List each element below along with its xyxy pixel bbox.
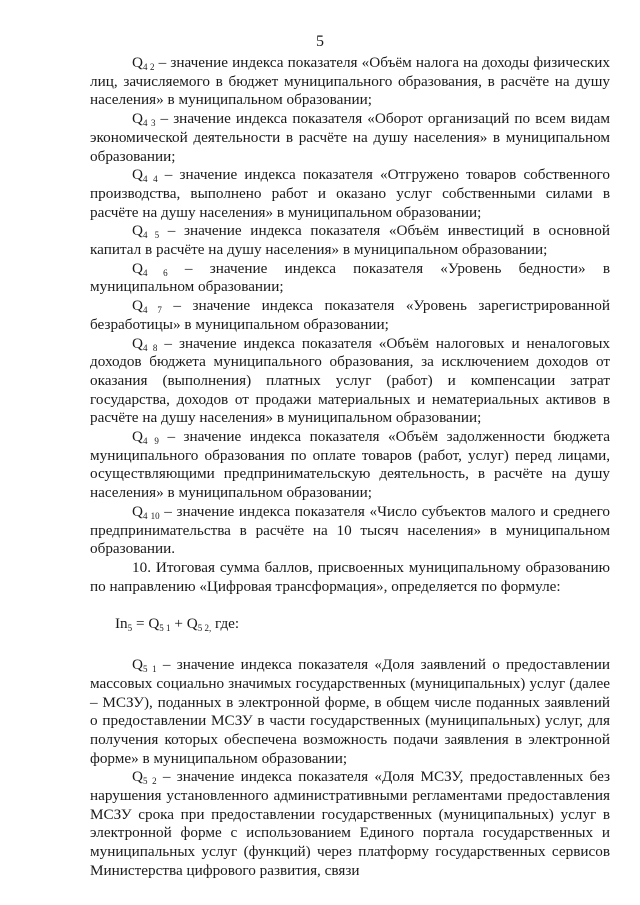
formula-term-1: Q: [148, 615, 160, 633]
subscript: 4 2: [142, 62, 155, 72]
item-q51: [90, 656, 610, 768]
section-10-paragraph: 10. Итоговая сумма баллов, присвоенных муниципальному образованию по направлению «Цифровая трансформация», определяется по формуле:: [90, 558, 610, 595]
item-q48: [90, 335, 610, 429]
subscript: 4 9: [142, 436, 159, 447]
symbol: Q: [132, 502, 143, 520]
symbol: Q: [132, 334, 143, 352]
item-q42: [90, 54, 610, 110]
subscript: 5 2: [142, 776, 157, 787]
symbol: Q: [132, 656, 143, 674]
definition-text: – значение индекса показателя «Доля МСЗУ, предоставленных без нарушения установленного административными регламентами предоставления МСЗУ срока при предоставлении государственных (муниципальных) услуг в электронной форме с использованием Единого портала государственных и муниципальных услуг (функций) через платформу государственных сервисов Министерства цифрового развития, связи: [90, 768, 611, 879]
symbol: Q: [132, 297, 143, 315]
item-q410: [90, 503, 610, 559]
definition-text: – значение индекса показателя «Число субъектов малого и среднего предпринимательства в расчёте на 10 тысяч населения» в муниципальном образовании.: [90, 502, 611, 558]
page-body: [90, 54, 610, 881]
subscript: 4 4: [142, 174, 158, 185]
formula-plus: +: [170, 615, 187, 633]
formula-tail: где:: [211, 615, 240, 633]
formula-lhs: In: [115, 615, 128, 633]
definition-text: – значение индекса показателя «Объём налоговых и неналоговых доходов бюджета муниципального образования, за исключением доходов от оказания (выполнения) платных услуг (работ) и компенсации затрат государства, доходов от продажи материальных и нематериальных активов в расчёте на душу населения» в муниципальном образовании;: [90, 334, 611, 427]
definition-text: – значение индекса показателя «Доля заявлений о предоставлении массовых социально значимых государственных (муниципальных) услуг (далее – МСЗУ), поданных в электронной форме, в общем числе поданных заявлений о предоставлении МСЗУ в части государственных (муниципальных) услуг, для получения которых обеспечена возможность подачи заявления в электронной форме» в муниципальном образовании;: [90, 656, 610, 767]
item-q45: [90, 222, 610, 259]
page-number: 5: [316, 33, 324, 50]
subscript: 4 3: [142, 118, 156, 129]
symbol: Q: [132, 222, 143, 240]
subscript: 5 1: [142, 664, 157, 675]
symbol: Q: [132, 54, 143, 71]
formula: [90, 615, 610, 634]
subscript: 4 8: [142, 342, 158, 353]
item-q46: [90, 260, 610, 297]
definition-text: – значение индекса показателя «Объём задолженности бюджета муниципального образования по оплате товаров (работ, услуг) перед лицами, осуществляющими предпринимательскую деятельность, в расчёте на душу населения» в муниципальном образовании;: [90, 428, 610, 502]
definition-text: – значение индекса показателя «Отгружено товаров собственного производства, выполнено работ и оказано услуг собственными силами в расчёте на душу населения» в муниципальном образовании;: [90, 166, 611, 221]
definition-text: – значение индекса показателя «Оборот организаций по всем видам экономической деятельности в расчёте на душу населения» в муниципальном образовании;: [90, 110, 610, 165]
item-q49: [90, 428, 610, 503]
item-q47: [90, 297, 610, 334]
definition-text: – значение индекса показателя «Уровень зарегистрированной безработицы» в муниципальном образовании;: [90, 297, 610, 333]
definition-text: – значение индекса показателя «Уровень бедности» в муниципальном образовании;: [90, 259, 611, 296]
symbol: Q: [132, 768, 143, 786]
definition-text: – значение индекса показателя «Объём инвестиций в основной капитал в расчёте на душу населения» в муниципальном образовании;: [90, 222, 611, 259]
formula-equals: =: [132, 615, 149, 633]
subscript: 4 10: [142, 510, 160, 521]
symbol: Q: [132, 166, 143, 184]
formula-lhs-subscript: 5: [127, 623, 133, 634]
formula-term-2-subscript: 5 2,: [197, 623, 212, 634]
item-q44: [90, 166, 610, 222]
item-q43: [90, 110, 610, 166]
symbol: Q: [132, 110, 143, 128]
formula-term-1-subscript: 5 1: [159, 623, 171, 634]
subscript: 4 7: [142, 305, 162, 316]
symbol: Q: [132, 259, 143, 277]
subscript: 4 6: [142, 267, 168, 278]
formula-term-2: Q: [186, 615, 198, 633]
definition-text: – значение индекса показателя «Объём налога на доходы физических лиц, зачисляемого в бюджет муниципального образования, в расчёте на душу населения» в муниципальном образовании;: [90, 54, 611, 109]
subscript: 4 5: [142, 230, 160, 241]
item-q52: [90, 768, 610, 880]
symbol: Q: [132, 428, 143, 446]
